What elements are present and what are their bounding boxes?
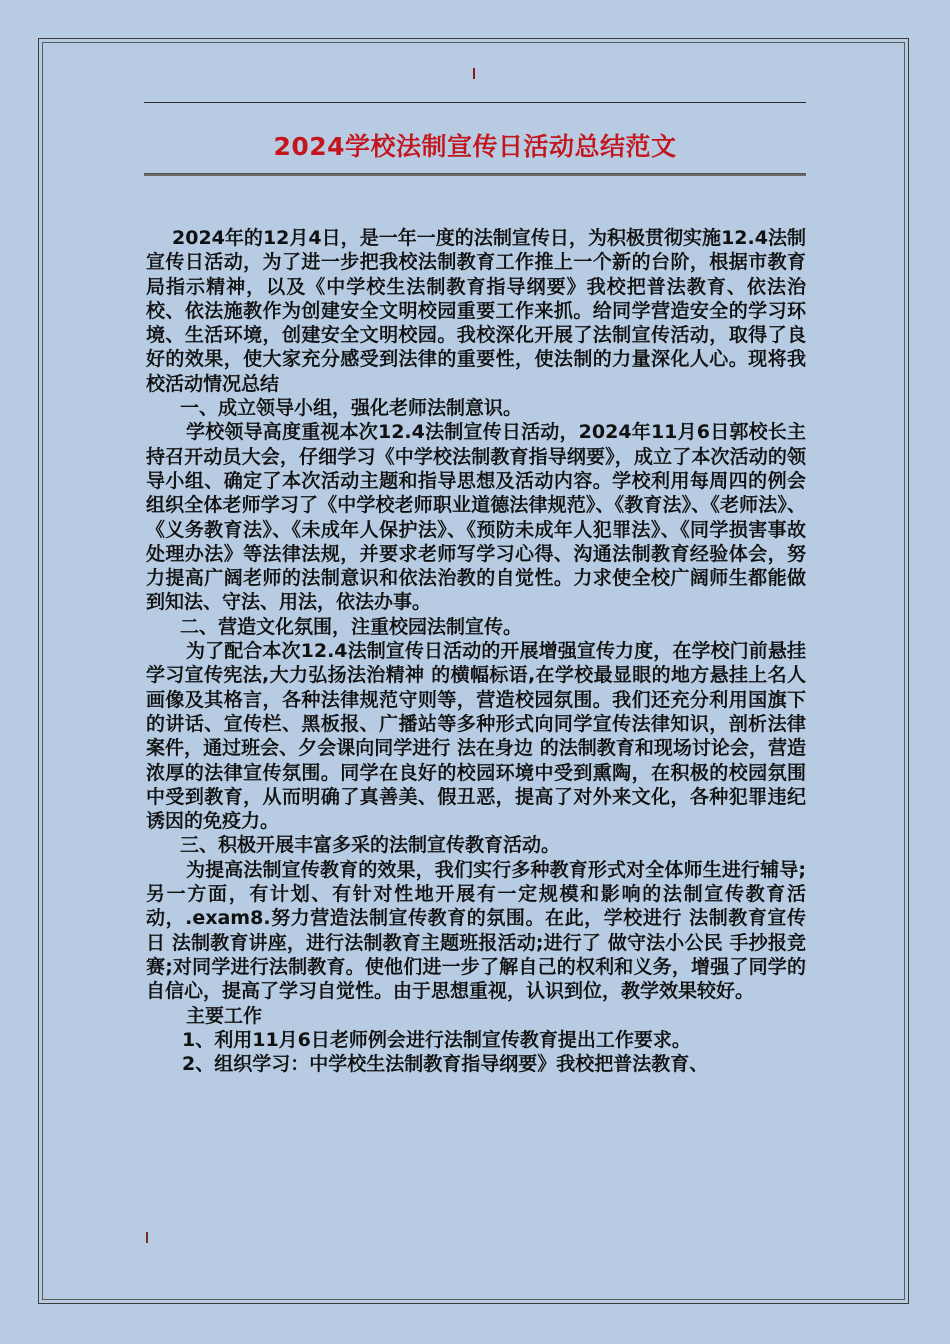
- header-marker: [473, 68, 475, 79]
- paragraph-section-2: 为了配合本次12.4法制宣传日活动的开展增强宣传力度，在学校门前悬挂 学习宣传宪法,大力弘扬法治精神 的横幅标语,在学校最显眼的地方悬挂上名人画像及其格言，各种法律规范守则等，营造校园氛围。我们还充分利用国旗下的讲话、宣传栏、黑板报、广播站等多种形式向同学宣传法律知识，剖析法律案件，通过班会、夕会课向同学进行 法在身边 的法制教育和现场讨论会，营造浓厚的法律宣传氛围。同学在良好的校园环境中受到熏陶，在积极的校园氛围中受到教育，从而明确了真善美、假丑恶，提高了对外来文化，各种犯罪违纪诱因的免疫力。: [146, 640, 806, 833]
- section-heading-main-work: 主要工作: [186, 1004, 263, 1027]
- document-body: [146, 226, 806, 1076]
- paragraph-section-3: 为提高法制宣传教育的效果，我们实行多种教育形式对全体师生进行辅导;另一方面，有计划、有针对性地开展有一定规模和影响的法制宣传教育活动，.exam8.努力营造法制宣传教育的氛围。在此，学校进行 法制教育宣传日 法制教育讲座，进行法制教育主题班报活动;进行了 做守法小公民 手抄报竞赛;对同学进行法制教育。使他们进一步了解自己的权利和义务，增强了同学的自信心，提高了学习自觉性。由于思想重视，认识到位，教学效果较好。: [146, 858, 806, 1003]
- section-heading-1: 一、成立领导小组，强化老师法制意识。: [180, 397, 523, 420]
- list-item: 2、组织学习：中学校生法制教育指导纲要》我校把普法教育、: [182, 1053, 709, 1076]
- footer-marker: [146, 1232, 148, 1243]
- paragraph-section-1: 学校领导高度重视本次12.4法制宣传日活动，2024年11月6日郭校长主持召开动员大会，仔细学习《中学校法制教育指导纲要》，成立了本次活动的领导小组、确定了本次活动主题和指导思想及活动内容。学校利用每周四的例会组织全体老师学习了《中学校老师职业道德法律规范》、《教育法》、《老师法》、《义务教育法》、《未成年人保护法》、《预防未成年人犯罪法》、《同学损害事故处理办法》等法律法规，并要求老师写学习心得、沟通法制教育经验体会，努力提高广阔老师的法制意识和依法治教的自觉性。力求使全校广阔师生都能做到知法、守法、用法，依法办事。: [146, 421, 806, 614]
- title-underline: [144, 173, 806, 176]
- list-item: 1、利用11月6日老师例会进行法制宣传教育提出工作要求。: [182, 1028, 691, 1051]
- paragraph-intro: 2024年的12月4日，是一年一度的法制宣传日，为积极贯彻实施12.4法制宣传日活动，为了进一步把我校法制教育工作推上一个新的台阶，根据市教育局指示精神，以及《中学校生法制教育指导纲要》我校把普法教育、依法治校、依法施教作为创建安全文明校园重要工作来抓。给同学营造安全的学习环境、生活环境，创建安全文明校园。我校深化开展了法制宣传活动，取得了良好的效果，使大家充分感受到法律的重要性，使法制的力量深化人心。现将我校活动情况总结: [146, 227, 806, 395]
- document-title: 2024学校法制宣传日活动总结范文: [273, 132, 677, 161]
- header-rule: [144, 102, 806, 103]
- section-heading-3: 三、积极开展丰富多采的法制宣传教育活动。: [180, 834, 561, 857]
- section-heading-2: 二、营造文化氛围，注重校园法制宣传。: [180, 615, 523, 638]
